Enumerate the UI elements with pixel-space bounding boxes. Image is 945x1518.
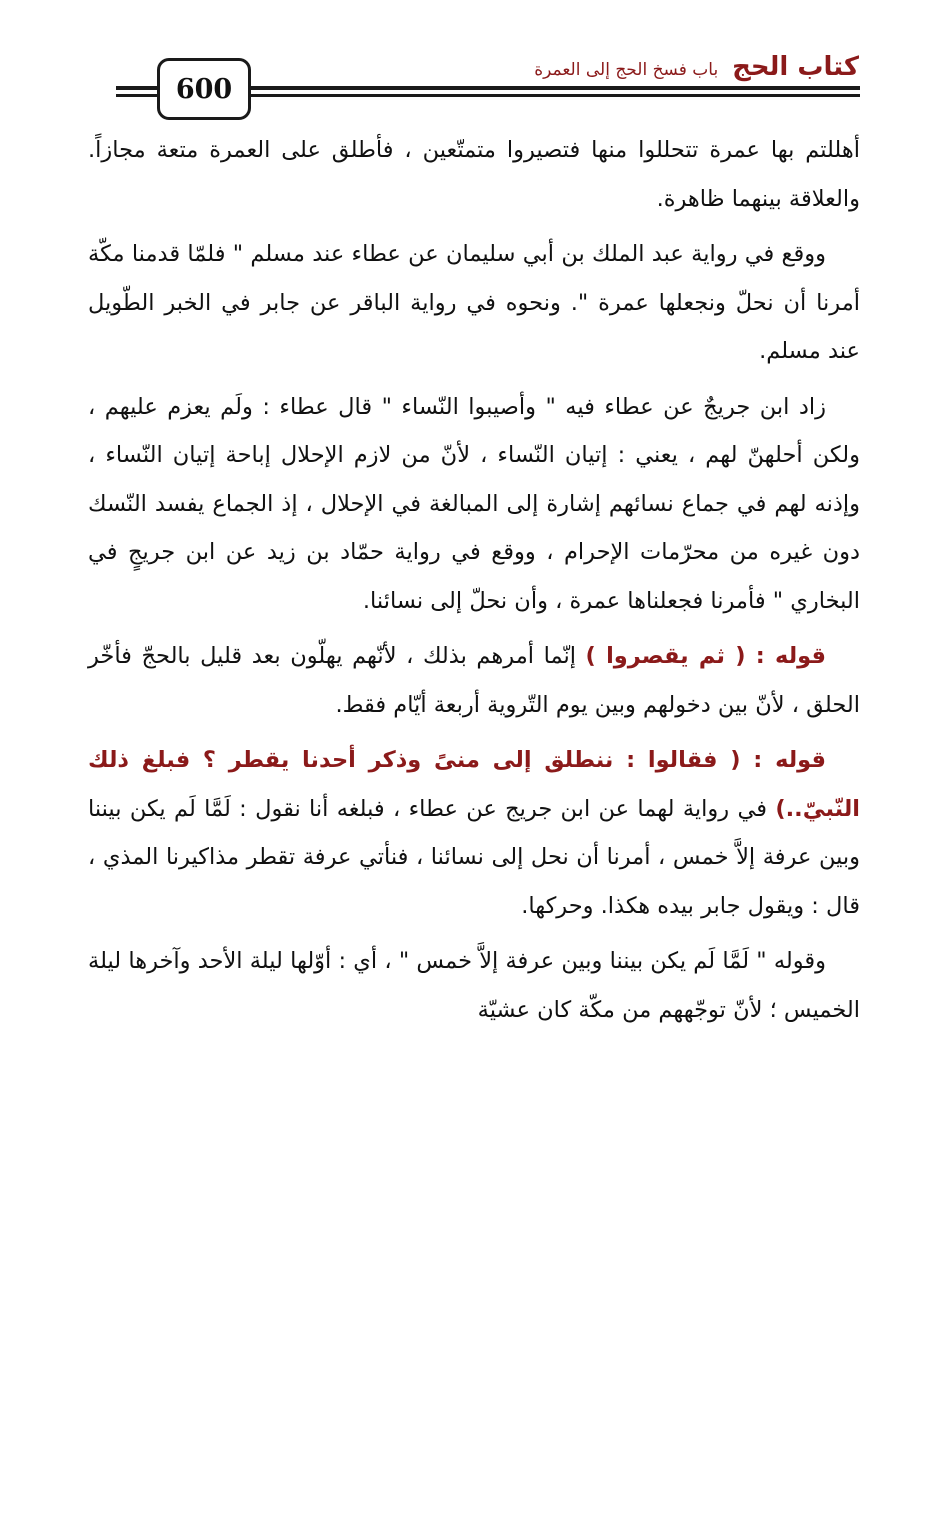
page-body — [88, 126, 860, 1041]
paragraph-text: ووقع في رواية عبد الملك بن أبي سليمان عن عطاء عند مسلم " فلمّا قدمنا مكّة أمرنا أن نحلّ ونجعلها عمرة ". ونحوه في رواية الباقر عن جابر في الخبر الطّويل عند مسلم. — [88, 241, 860, 364]
running-header — [534, 52, 859, 82]
paragraph-5 — [88, 736, 860, 930]
quoted-phrase: قوله : ( فقالوا : ننطلق إلى منىً وذكر أحدنا يقطر ؟ فبلغ ذلك النّبيّ..) — [88, 747, 860, 822]
paragraph-text: أهللتم بها عمرة تتحللوا منها فتصيروا متمتّعين ، فأطلق على العمرة متعة مجازاً. والعلاقة بينهما ظاهرة. — [88, 137, 860, 212]
paragraph-3 — [88, 383, 860, 626]
quoted-phrase: قوله : ( ثم يقصروا ) — [585, 643, 826, 669]
page-number: 600 — [175, 73, 233, 105]
book-title: كتاب الحج — [732, 52, 859, 82]
chapter-title: باب فسخ الحج إلى العمرة — [534, 60, 719, 80]
paragraph-2 — [88, 230, 860, 376]
paragraph-4 — [88, 632, 860, 729]
paragraph-6 — [88, 937, 860, 1034]
paragraph-1 — [88, 126, 860, 223]
paragraph-text: إنّما أمرهم بذلك ، لأنّهم يهلّون بعد قليل بالحجّ فأخّر الحلق ، لأنّ بين دخولهم وبين يوم التّروية أربعة أيّام فقط. — [88, 643, 860, 718]
paragraph-text: في رواية لهما عن ابن جريج عن عطاء ، فبلغه أنا نقول : لَمَّا لَم يكن بيننا وبين عرفة إلاَّ خمس ، أمرنا أن نحل إلى نسائنا ، فنأتي عرفة تقطر مذاكيرنا المذي ، قال : ويقول جابر بيده هكذا. وحركها. — [88, 795, 860, 919]
page-number-box — [157, 58, 251, 120]
paragraph-text: زاد ابن جريجٌ عن عطاء فيه " وأصيبوا النّساء " قال عطاء : ولَم يعزم عليهم ، ولكن أحلهنّ لهم ، يعني : إتيان النّساء ، لأنّ من لازم الإحلال إباحة إتيان النّساء ، وإذنه لهم في جماع نسائهم إشارة إلى المبالغة في الإحلال ، إذ الجماع يفسد النّسك دون غيره من محرّمات الإحرام ، ووقع في رواية حمّاد بن زيد عن ابن جريجٍ في البخاري " فأمرنا فجعلناها عمرة ، وأن نحلّ إلى نسائنا. — [88, 393, 860, 614]
paragraph-text: وقوله " لَمَّا لَم يكن بيننا وبين عرفة إلاَّ خمس " ، أي : أوّلها ليلة الأحد وآخرها ليلة الخميس ؛ لأنّ توجّههم من مكّة كان عشيّة — [88, 948, 860, 1023]
